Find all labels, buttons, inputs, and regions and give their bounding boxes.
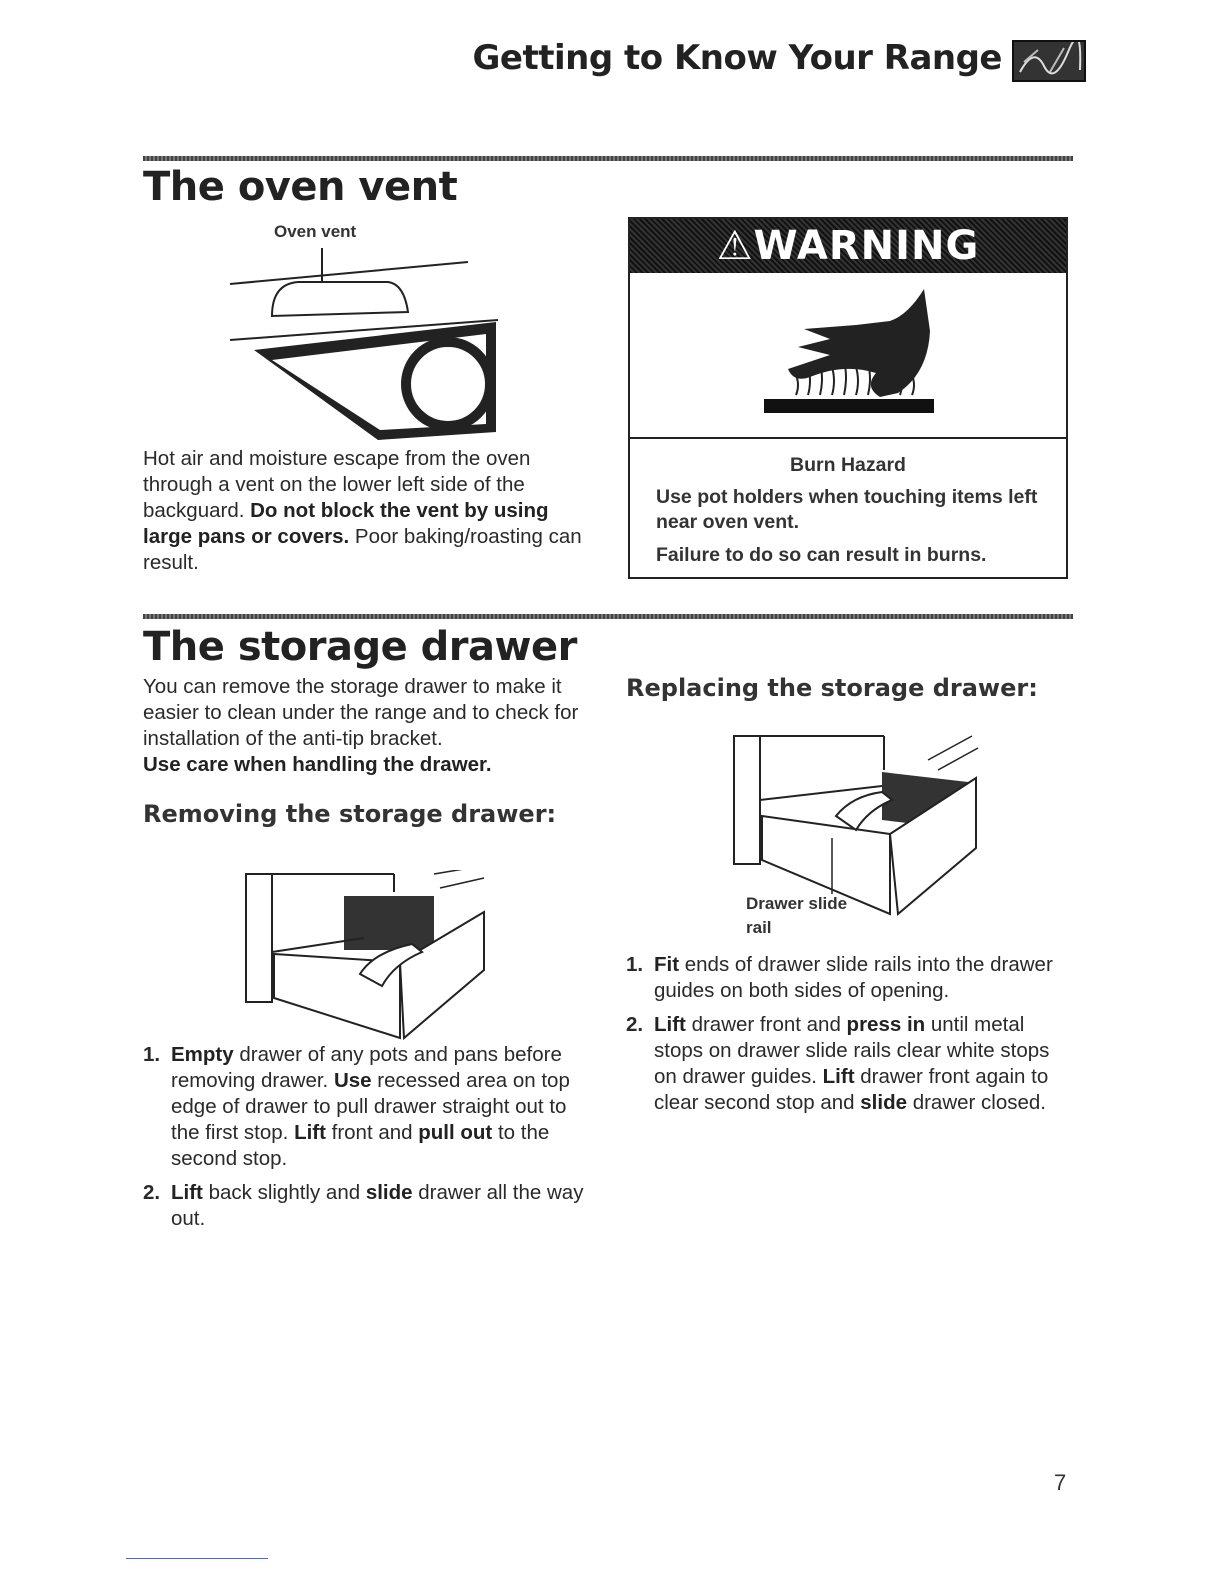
drawer-slide-rail-label: Drawer slide	[746, 894, 848, 913]
oven-vent-body-emphasis: Do not block the vent by using large pans or covers.	[143, 499, 549, 548]
warning-banner-label: WARNING	[753, 223, 980, 269]
oven-vent-body-text-end: Poor baking/roasting can result.	[143, 525, 582, 574]
warning-banner	[630, 219, 1066, 273]
storage-drawer-intro	[143, 674, 593, 778]
step-number: 1.	[626, 953, 644, 976]
step-item	[143, 1180, 593, 1232]
section-title-oven-vent: The oven vent	[143, 164, 458, 210]
replacing-drawer-illustration	[732, 730, 982, 920]
replacing-drawer-title: Replacing the storage drawer:	[626, 674, 1038, 702]
warning-box	[628, 217, 1068, 579]
oven-vent-body-text: Hot air and moisture escape from the oven through a vent on the lower left side of the backguard.	[143, 447, 531, 522]
step-item	[143, 1042, 593, 1172]
step-text: drawer front and	[685, 1013, 847, 1036]
step-text: recessed area on top edge of drawer to pull drawer straight out to the first stop.	[171, 1069, 570, 1144]
step-text: drawer front again to clear second stop and	[654, 1065, 1049, 1114]
range-ornament-icon	[1012, 40, 1086, 82]
drawer-slide-rail-label-2: rail	[746, 918, 772, 937]
section-rule	[143, 156, 1073, 161]
step-number: 1.	[143, 1043, 161, 1066]
warning-hazard-title: Burn Hazard	[790, 454, 906, 476]
step-emphasis: slide	[365, 1181, 413, 1204]
step-item	[626, 1012, 1076, 1116]
step-emphasis: Fit	[654, 953, 680, 976]
removing-drawer-illustration	[244, 870, 490, 1042]
step-text: drawer of any pots and pans before removing drawer.	[171, 1043, 562, 1092]
oven-vent-body	[143, 446, 593, 576]
step-item	[626, 952, 1076, 1004]
step-emphasis: Empty	[171, 1043, 234, 1066]
step-text: drawer closed.	[907, 1091, 1047, 1114]
step-emphasis: Use	[333, 1069, 372, 1092]
removing-drawer-title: Removing the storage drawer:	[143, 800, 557, 828]
step-number: 2.	[143, 1181, 161, 1204]
warning-triangle-icon: ⚠	[716, 223, 754, 269]
replacing-steps-list	[626, 952, 1076, 1116]
storage-drawer-intro-text: You can remove the storage drawer to make it easier to clean under the range and to check for installation of the anti-tip bracket.	[143, 675, 579, 750]
step-emphasis: Lift	[294, 1121, 326, 1144]
section-rule-2	[143, 614, 1073, 619]
step-text: back slightly and	[202, 1181, 366, 1204]
page-header-title: Getting to Know Your Range	[472, 38, 1002, 78]
step-emphasis: pull out	[418, 1121, 493, 1144]
step-emphasis: press in	[846, 1013, 926, 1036]
burn-hazard-icon	[760, 287, 950, 417]
replacing-steps	[626, 952, 1076, 1124]
footer-line	[126, 1558, 268, 1559]
warning-divider	[630, 437, 1066, 439]
oven-vent-illustration	[228, 244, 508, 444]
oven-vent-figure-label: Oven vent	[274, 222, 357, 241]
step-emphasis: Lift	[822, 1065, 855, 1088]
removing-steps	[143, 1042, 593, 1240]
step-emphasis: slide	[860, 1091, 907, 1114]
step-emphasis: Lift	[654, 1013, 686, 1036]
section-title-storage-drawer: The storage drawer	[143, 624, 577, 670]
step-text: ends of drawer slide rails into the drawer guides on both sides of opening.	[654, 953, 1053, 1002]
step-text: front and	[325, 1121, 419, 1144]
step-text: drawer all the way out.	[171, 1181, 584, 1230]
page-number: 7	[1054, 1470, 1067, 1495]
step-number: 2.	[626, 1013, 644, 1036]
step-text: until metal stops on drawer slide rails clear white stops on drawer guides.	[654, 1013, 1050, 1088]
removing-steps-list	[143, 1042, 593, 1232]
storage-drawer-intro-emphasis: Use care when handling the drawer.	[143, 753, 492, 776]
step-emphasis: Lift	[171, 1181, 203, 1204]
warning-line-2: Failure to do so can result in burns.	[656, 544, 987, 566]
warning-line-1: Use pot holders when touching items left near oven vent.	[656, 486, 1038, 533]
step-text: to the second stop.	[171, 1121, 550, 1170]
